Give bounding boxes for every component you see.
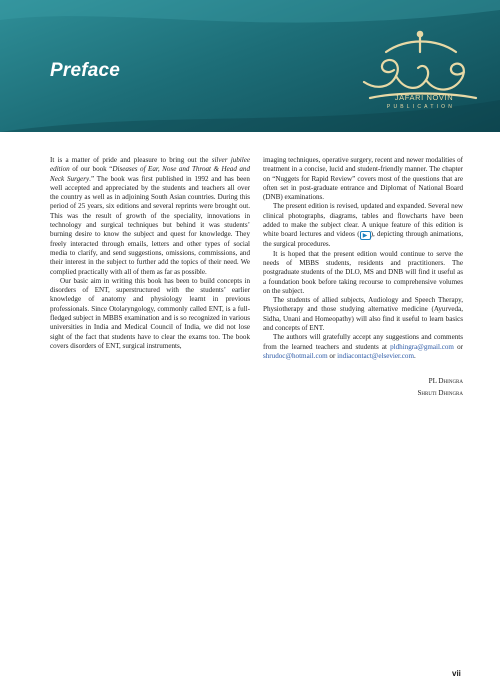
author-name: PL Dhingra	[428, 377, 463, 386]
paragraph: It is a matter of pride and pleasure to bring out the silver jubilee edition of our book “Diseases of Ear, Nose and Throat & Head and Neck Surgery.” The book was first published in 1992 and has been well accepted and appreciated by the students and teachers all over the country as well as in adjoining South Asian countries. During this period of 25 years, six editions and several reprints were brought out. This was the result of growth of the speciality, innovations in technology and surgical techniques but behind it was students’ burning desire to know the subject and quest for knowledge. They freely interacted through emails, letters and other types of social media to clarify, and send suggestions, omissions, commissions, and their interest in the subject to further add the topics of their need. We complied practically with all of them as far as possible.	[50, 156, 250, 276]
author-name: Shruti Dhingra	[417, 389, 463, 398]
paragraph: Our basic aim in writing this book has been to build concepts in disorders of ENT, superstructured with the students’ earlier knowledge of anatomy and physiology learnt in previous professionals. Since Otolaryngology, commonly called ENT, is a full-fledged subject in MBBS examination and is so recognized in various universities in India and Medical Council of India, we did not lose sight of the fact that students have to clear the exams too. The book covers disorders of ENT, surgical instruments,	[50, 276, 250, 350]
logo-name: JAFARI NOVIN	[394, 93, 454, 102]
right-column	[263, 156, 463, 399]
email-link-shrudoc[interactable]: shrudoc@hotmail.com	[263, 351, 328, 360]
email-link-pldhingra[interactable]: pldhingra@gmail.com	[390, 342, 454, 351]
paragraph: The students of allied subjects, Audiology and Speech Therapy, Physiotherapy and those studying alternative medicine (Ayurveda, Sidha, Unani and Homeopathy) will also find it useful to learn basics and concepts of ENT.	[263, 296, 463, 333]
email-link-elsevier[interactable]: indiacontact@elsevier.com	[337, 351, 414, 360]
video-icon: ▶	[360, 231, 371, 240]
paragraph: The present edition is revised, updated and expanded. Several new clinical photographs, diagrams, tables and flowcharts have been added to make the subject clear. A unique feature of this edition is white board lectures and videos ( ▶ ), depicting through animations, the surgical procedures.	[263, 202, 463, 249]
left-column	[50, 156, 250, 351]
paragraph: It is hoped that the present edition would continue to serve the needs of MBBS students, residents and practitioners. The postgraduate students of the DLO, MS and DNB will find it useful as a foundation book before taking recourse to comprehensive volumes on the subject.	[263, 249, 463, 295]
logo-subtitle: PUBLICATION	[386, 104, 456, 110]
page-number: vii	[452, 669, 461, 678]
paragraph: The authors will gratefully accept any suggestions and comments from the learned teachers and students at pldhingra@gmail.com or shrudoc@hotmail.com or indiacontact@elsevier.com.	[263, 333, 464, 360]
page-title: Preface	[50, 60, 121, 81]
paragraph: imaging techniques, operative surgery, recent and newer modalities of treatment in a concise, lucid and student-friendly manner. The chapter on “Nuggets for Rapid Review” covers most of the questions that are often set in post-graduate entrance and Diplomat of National Board (DNB) examinations.	[263, 156, 463, 202]
header-banner	[0, 0, 500, 132]
signature-block	[263, 375, 463, 399]
